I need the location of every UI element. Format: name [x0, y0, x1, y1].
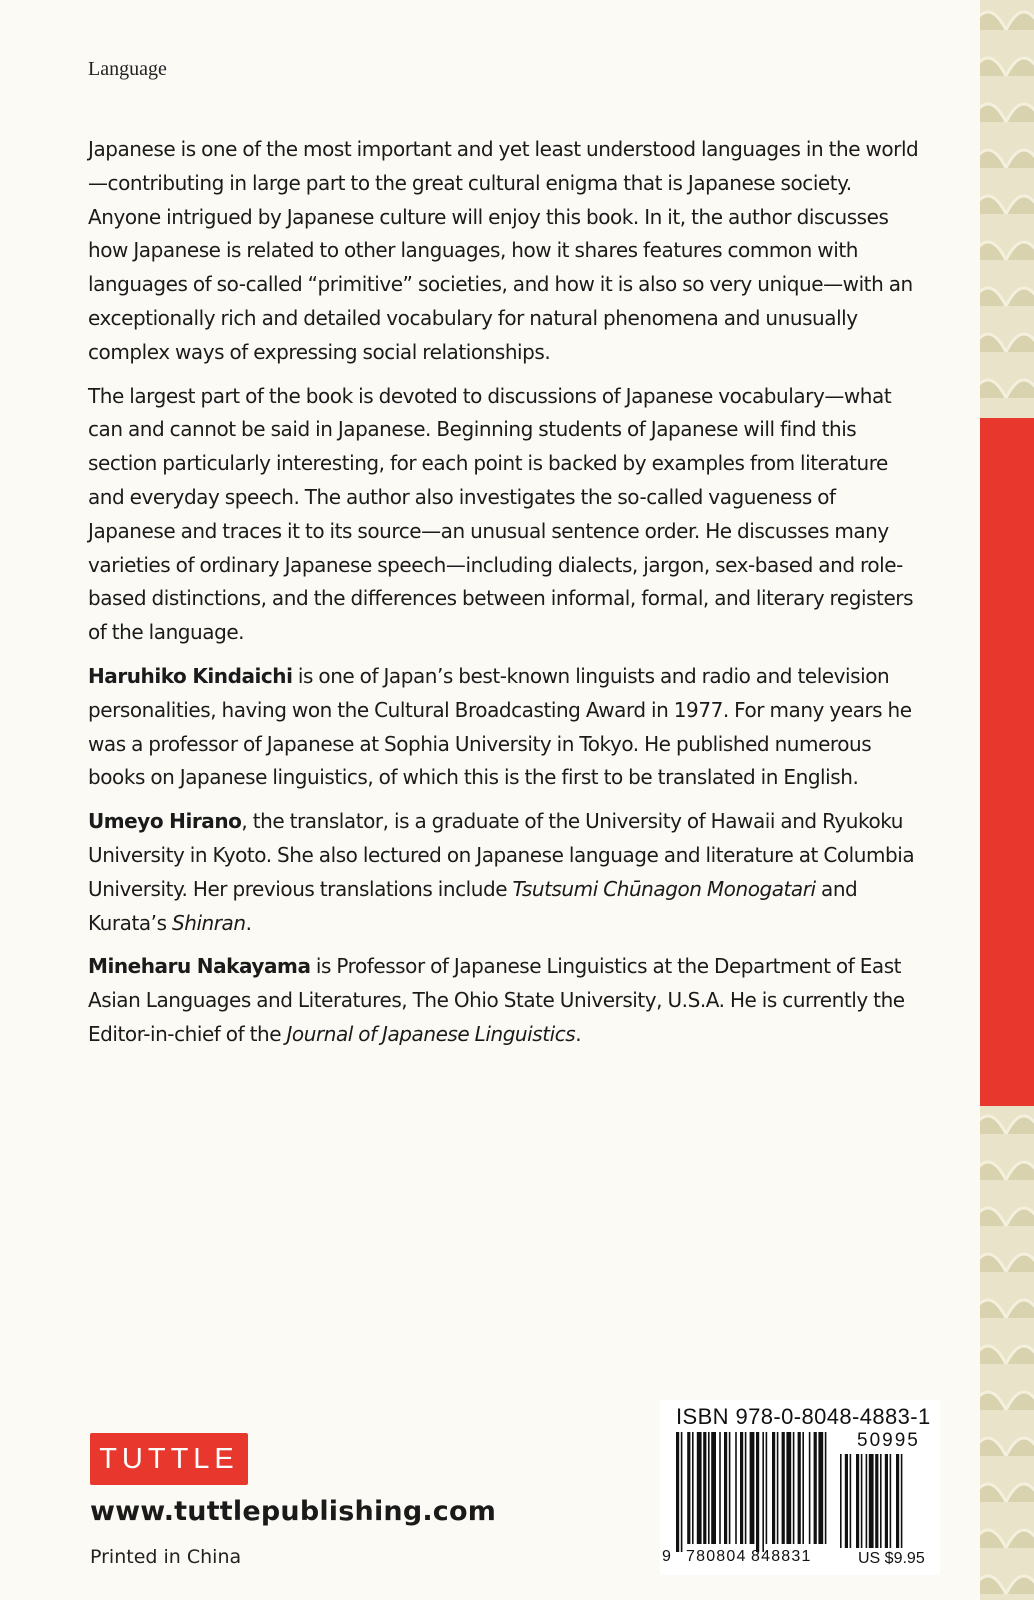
barcode-bar: [793, 1432, 795, 1544]
barcode-first-digit: 9: [662, 1548, 671, 1565]
addon-bar: [869, 1454, 874, 1548]
barcode-bar: [772, 1432, 775, 1544]
barcode-bar: [711, 1432, 716, 1544]
barcode-bar: [692, 1432, 694, 1544]
editor-name: Mineharu Nakayama: [88, 954, 311, 979]
paragraph-intro: Japanese is one of the most important and yet least understood languages in the world—contributing in large part to the great cultural enigma that is Japanese society. Anyone intrigued by Japanese culture will enjoy this book. In it, the author discusses how Japanese is related to other languages, how it shares features common with languages of so-called “primitive” societies, and how it is also so very unique—with an exceptionally rich and detailed vocabulary for natural phenomena and unusually complex ways of expressing social relationships.: [88, 137, 919, 364]
barcode-bar: [750, 1432, 755, 1544]
addon-bar: [866, 1454, 868, 1548]
addon-bar: [845, 1454, 848, 1548]
barcode-bar: [697, 1432, 702, 1544]
addon-bar: [885, 1454, 888, 1548]
barcode-bar: [809, 1432, 811, 1544]
price-code: 50995: [857, 1430, 920, 1451]
addon-bar: [840, 1454, 842, 1548]
barcode-bar: [777, 1432, 779, 1544]
barcode-bar: [762, 1432, 764, 1552]
addon-bar: [861, 1454, 863, 1548]
addon-bar: [890, 1454, 892, 1548]
barcode-bar: [786, 1432, 791, 1544]
barcode-bar: [798, 1432, 801, 1544]
isbn-label: ISBN 978-0-8048-4883-1: [676, 1404, 931, 1429]
barcode-bar: [818, 1432, 823, 1544]
barcode-digits: 780804 848831: [686, 1548, 812, 1565]
translator-name: Umeyo Hirano: [88, 809, 242, 834]
barcode-bar: [719, 1432, 721, 1544]
addon-bar: [875, 1454, 878, 1548]
barcode-bar: [681, 1432, 683, 1552]
translator-bio-mid: and Kurata’s: [88, 876, 858, 935]
translator-bio-end: .: [245, 910, 252, 935]
journal-title: Journal of Japanese Linguistics: [286, 1021, 576, 1046]
paragraph-contents: The largest part of the book is devoted to discussions of Japanese vocabulary—what can and cannot be said in Japanese. Beginning students of Japanese will find this section particularly interesting, for each point is backed by examples from literature and everyday speech. The author also investigates the so-called vagueness of Japanese and traces it to its source—an unusual sentence order. He discusses many varieties of ordinary Japanese speech—including dialects, jargon, sex-based and role-based distinctions, and the differences between informal, formal, and literary registers of the language.: [88, 383, 914, 645]
editor-bio: is Professor of Japanese Linguistics at the Department of East Asian Languages and Literatures, The Ohio State University, U.S.A. He is currently the Editor-in-chief of the: [88, 954, 905, 1046]
barcode-bar: [766, 1432, 768, 1544]
barcode-bar: [703, 1432, 706, 1544]
addon-bar: [856, 1454, 859, 1548]
barcode-bar: [782, 1432, 785, 1544]
barcode-bar: [724, 1432, 727, 1544]
price-label: US $9.95: [858, 1550, 925, 1567]
addon-bar: [896, 1454, 899, 1548]
barcode-bar: [729, 1432, 731, 1544]
barcode-bar: [802, 1432, 804, 1544]
addon-bar: [901, 1454, 903, 1548]
publisher-logo: TUTTLE: [90, 1433, 248, 1485]
translation-title-2: Shinran: [171, 910, 246, 935]
translation-title-1: Tsutsumi Chūnagon Monogatari: [512, 876, 816, 901]
addon-bar: [850, 1454, 852, 1548]
barcode-bar: [687, 1432, 690, 1544]
barcode-bar: [825, 1432, 827, 1544]
barcode-bar: [745, 1432, 747, 1544]
barcode-bar: [740, 1432, 743, 1544]
author-bio: is one of Japan’s best-known linguists and radio and television personalities, having won the Cultural Broadcasting Award in 1977. For many years he was a professor of Japanese at Sophia University in Tokyo. He published numerous books on Japanese linguistics, of which this is the first to be translated in English.: [88, 663, 912, 790]
barcode-bar: [735, 1432, 737, 1544]
barcode-bar: [676, 1432, 679, 1552]
editor-bio-end: .: [575, 1021, 582, 1046]
publisher-website[interactable]: www.tuttlepublishing.com: [90, 1496, 497, 1527]
ean-bars: [676, 1432, 826, 1552]
category-label: Language: [88, 58, 167, 80]
barcode-bar: [814, 1432, 817, 1544]
barcode-bar: [756, 1432, 759, 1552]
translator-bio: , the translator, is a graduate of the University of Hawaii and Ryukoku University in Kyoto. She also lectured on Japanese language and literature at Columbia University. Her previous translations include: [88, 809, 915, 901]
addon-bars: [840, 1454, 902, 1548]
printed-in: Printed in China: [90, 1546, 242, 1568]
addon-bar: [880, 1454, 882, 1548]
author-name: Haruhiko Kindaichi: [88, 663, 293, 688]
barcode-bar: [708, 1432, 710, 1544]
